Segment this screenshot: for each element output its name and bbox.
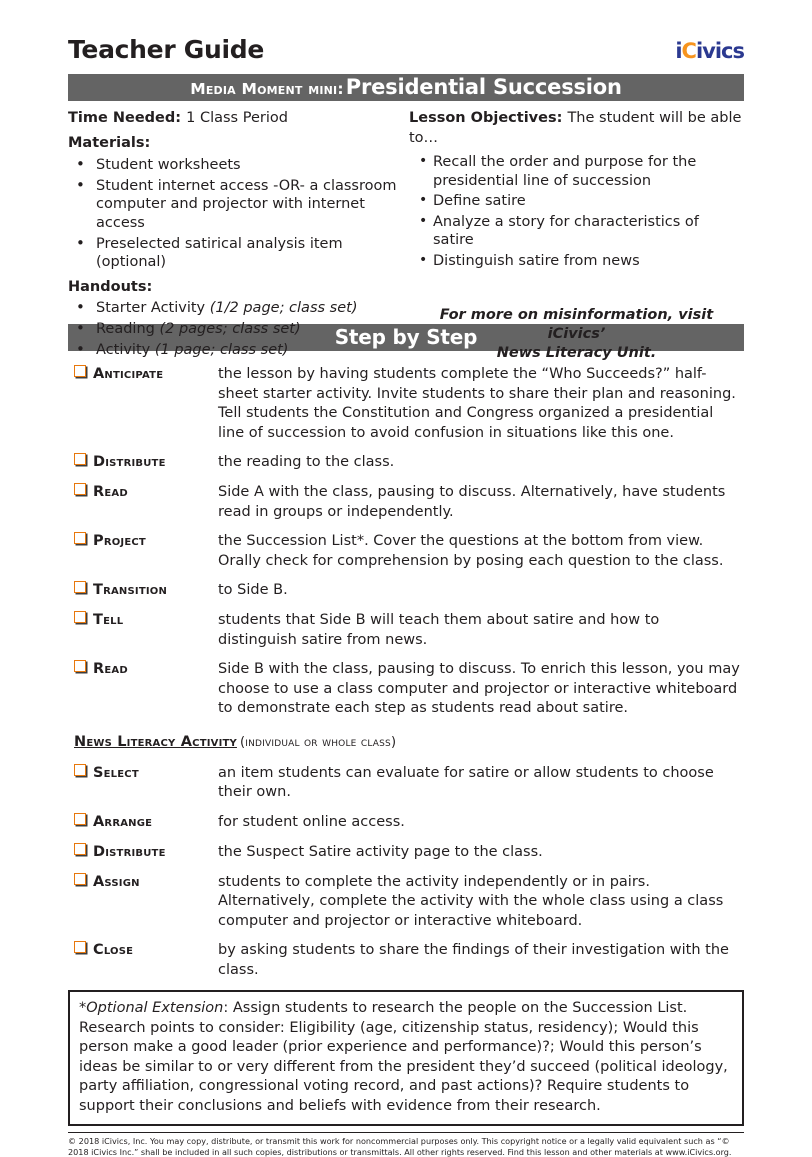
step-row [68, 581, 744, 601]
logo-i: i [675, 39, 682, 63]
handout-note: (2 pages; class set) [159, 321, 301, 337]
step-text: an item students can evaluate for satire or allow students to choose their own. [218, 764, 714, 800]
news-literacy-activity-title: News Literacy Activity [74, 733, 237, 750]
page-content [68, 0, 744, 1157]
objectives-list [409, 153, 744, 270]
material-text: Preselected satirical analysis item (optional) [96, 235, 343, 270]
list-item: • Analyze a story for characteristics of satire [409, 213, 744, 250]
news-literacy-activity-heading [74, 733, 744, 752]
news-literacy-activity-subtitle: (individual or whole class) [239, 734, 397, 750]
list-item [68, 235, 406, 272]
step-text: Side A with the class, pausing to discuss. Alternatively, have students read in groups or independently. [218, 484, 726, 520]
step-text: the Suspect Satire activity page to the class. [218, 843, 543, 860]
step-by-step-banner: Step by Step [68, 324, 744, 351]
step-label-text: Arrange [93, 813, 153, 830]
handout-text: Reading [96, 321, 160, 337]
checkbox-icon[interactable] [74, 532, 86, 544]
materials-heading: Materials: [68, 135, 151, 151]
step-row [68, 453, 744, 473]
list-item: • Distinguish satire from news [409, 252, 744, 271]
checkbox-icon[interactable] [74, 365, 86, 377]
handouts-heading: Handouts: [68, 278, 153, 295]
note-marker: * [79, 1000, 87, 1016]
step-label-text: Distribute [93, 843, 166, 860]
optional-extension-note [68, 990, 744, 1126]
step-label [74, 843, 212, 862]
materials-list [68, 156, 406, 272]
material-text: Student worksheets [96, 156, 241, 173]
step-label-text: Project [93, 533, 146, 549]
step-row [68, 532, 744, 571]
step-text: the reading to the class. [218, 454, 395, 470]
checkbox-icon[interactable] [74, 581, 86, 593]
step-label-text: Transition [93, 582, 168, 598]
step-row [68, 611, 744, 650]
step-label [74, 611, 212, 630]
note-body: : Assign students to research the people on the Succession List. Research points to consider: Eligibility (age, citizenship status, residency); Would this person make a good leader (prior experience and performance)?; Would this person’s ideas be similar to or very different from the president they’d succeed (political ideology, party affiliation, congressional voting record, and past actions)? Require students to support their conclusions and beliefs with evidence from their research. [79, 1000, 728, 1114]
promo-note [409, 306, 744, 363]
step-label [74, 532, 212, 551]
step-label-text: Read [93, 661, 128, 677]
step-label [74, 660, 212, 679]
step-label-text: Anticipate [93, 366, 164, 382]
step-row [68, 813, 744, 833]
banner-lesson-title: Presidential Succession [345, 75, 622, 99]
step-label [74, 581, 212, 600]
lesson-objectives [409, 108, 744, 148]
step-text: students that Side B will teach them about satire and how to distinguish satire from news. [218, 612, 660, 648]
step-text: for student online access. [218, 813, 405, 830]
step-label [74, 365, 212, 384]
list-item [68, 320, 406, 339]
list-item: • Define satire [409, 192, 744, 211]
info-left-column [68, 108, 406, 360]
step-label-text: Read [93, 484, 128, 500]
checkbox-icon[interactable] [74, 873, 86, 885]
checkbox-icon[interactable] [74, 660, 86, 672]
checkbox-icon[interactable] [74, 483, 86, 495]
step-list [68, 365, 744, 980]
lesson-title-banner [68, 74, 744, 101]
logo-ivics: ivics [695, 39, 744, 63]
step-row [68, 483, 744, 522]
note-title: Optional Extension [86, 1000, 224, 1016]
checkbox-icon[interactable] [74, 611, 86, 623]
checkbox-icon[interactable] [74, 764, 86, 776]
step-text: the Succession List*. Cover the questions at the bottom from view. Orally check for comprehension by posing each question to the class. [218, 533, 724, 569]
time-needed-label: Time Needed: [68, 110, 182, 126]
list-item [68, 177, 406, 233]
step-row [68, 941, 744, 980]
step-text: to Side B. [218, 582, 288, 598]
step-label [74, 873, 212, 892]
copyright-footer: © 2018 iCivics, Inc. You may copy, distribute, or transmit this work for noncommercial purposes only. This copyright notice or a legally valid equivalent such as “© 2018 iCivics Inc.” shall be included in all such copies, distributions or transmittals. All other rights reserved. Find this lesson and other materials at www.iCivics.org. [68, 1132, 744, 1157]
step-label-text: Distribute [93, 454, 166, 470]
time-needed-value: 1 Class Period [186, 110, 288, 126]
handout-text: Activity [96, 342, 155, 358]
handout-note: (1/2 page; class set) [209, 300, 358, 316]
step-row [68, 843, 744, 863]
step-row [68, 764, 744, 803]
step-label [74, 764, 212, 783]
handouts-list [68, 299, 406, 360]
promo-line-2: News Literacy Unit. [496, 345, 657, 361]
checkbox-icon[interactable] [74, 813, 86, 825]
promo-line-1: For more on misinformation, visit iCivics’ [439, 307, 714, 342]
step-label [74, 941, 212, 960]
step-label [74, 813, 212, 832]
step-label-text: Tell [93, 612, 124, 628]
checkbox-icon[interactable] [74, 941, 86, 953]
step-label [74, 483, 212, 502]
step-text: students to complete the activity independently or in pairs. Alternatively, complete the activity with the whole class using a class computer and projector or interactive whiteboard. [218, 873, 724, 929]
step-text: by asking students to share the findings of their investigation with the class. [218, 942, 729, 978]
step-label-text: Close [93, 942, 134, 958]
step-text: Side B with the class, pausing to discuss. To enrich this lesson, you may choose to use a class computer and projector or interactive whiteboard to demonstrate each step as students read about satire. [218, 661, 740, 716]
logo-c: C [681, 39, 696, 63]
page-title: Teacher Guide [68, 35, 265, 64]
material-text: Student internet access -OR- a classroom computer and projector with internet access [96, 177, 397, 231]
list-item [68, 299, 406, 318]
time-needed [68, 108, 406, 128]
handout-note: (1 page; class set) [154, 342, 289, 358]
step-row [68, 365, 744, 443]
lesson-objectives-label: Lesson Objectives: [409, 110, 563, 126]
page-header [68, 36, 744, 74]
checkbox-icon[interactable] [74, 843, 86, 855]
info-right-column [409, 108, 744, 363]
list-item [68, 156, 406, 175]
list-item: • Recall the order and purpose for the presidential line of succession [409, 153, 744, 190]
banner-prefix: Media Moment mini: [190, 80, 344, 98]
checkbox-icon[interactable] [74, 453, 86, 465]
step-label [74, 453, 212, 472]
step-label-text: Assign [93, 873, 140, 890]
icivics-logo [675, 40, 744, 62]
step-label-text: Select [93, 764, 139, 781]
handout-text: Starter Activity [96, 300, 210, 316]
step-text: the lesson by having students complete the “Who Succeeds?” half-sheet starter activity. Invite students to share their plan and reasoning. Tell students the Constitution and Congress organized a presidential line of succession to avoid confusion in situations like this one. [218, 366, 736, 441]
step-row [68, 873, 744, 932]
lesson-objectives-intro: The student will be able to… [409, 110, 742, 146]
step-row [68, 660, 744, 719]
list-item [68, 341, 406, 360]
